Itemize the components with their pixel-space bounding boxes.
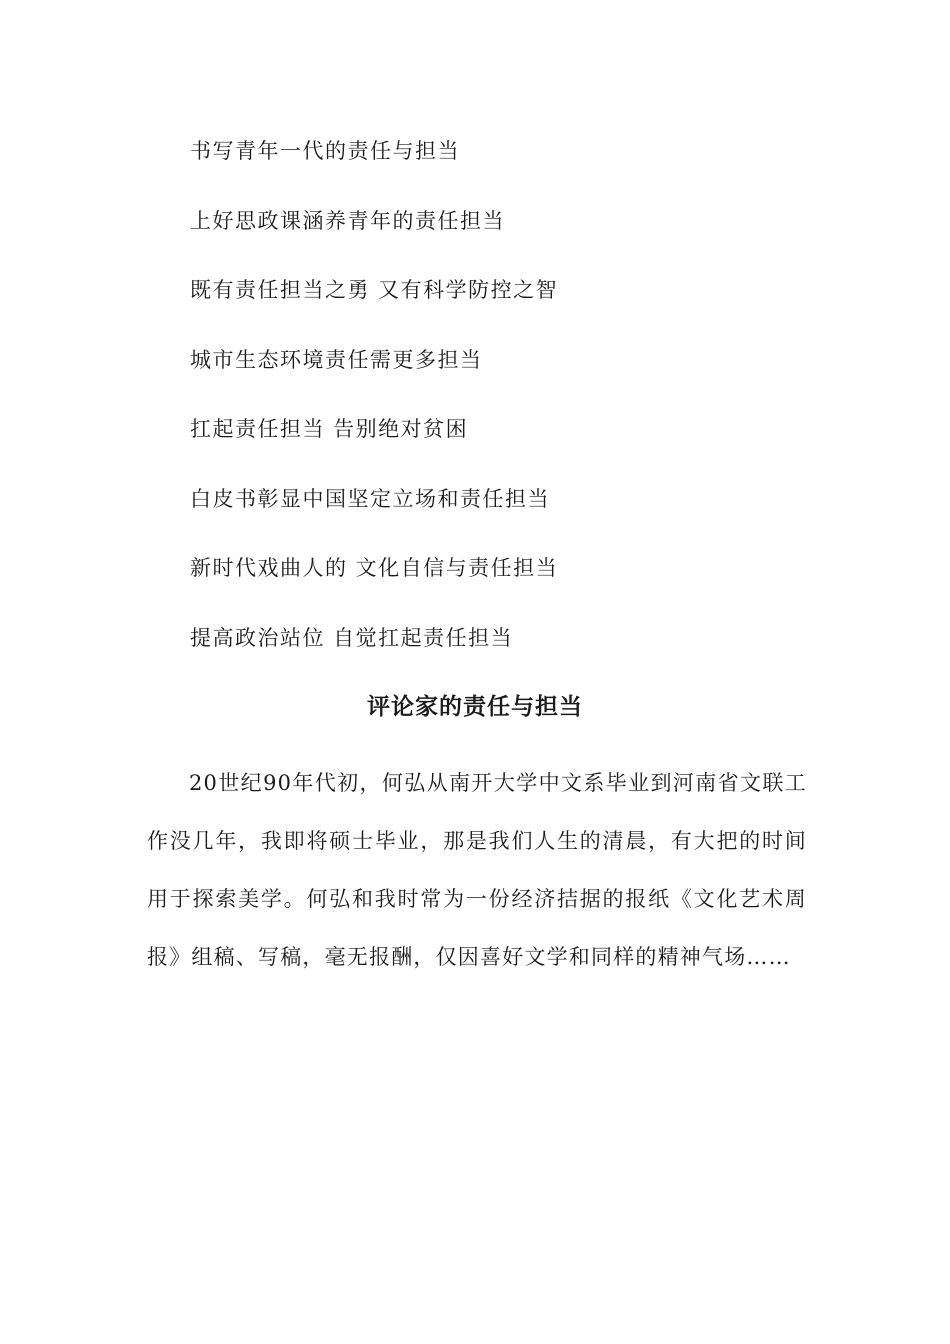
article-paragraph: 20世纪90年代初，何弘从南开大学中文系毕业到河南省文联工作没几年，我即将硕士毕业，那是我们人生的清晨，有大把的时间用于探索美学。何弘和我时常为一份经济拮据的报纸《文化艺术周报》组稿、写稿，毫无报酬，仅因喜好文学和同样的精神气场……: [147, 771, 807, 969]
article-title: 评论家的责任与担当: [367, 693, 583, 720]
headline-item: 城市生态环境责任需更多担当: [190, 347, 483, 372]
headline-item: 白皮书彰显中国坚定立场和责任担当: [190, 486, 550, 511]
headline-list: [190, 133, 558, 689]
headline-item: 提高政治站位 自觉扛起责任担当: [190, 625, 514, 650]
headline-item: 既有责任担当之勇 又有科学防控之智: [190, 278, 559, 302]
headline-item: 书写青年一代的责任与担当: [190, 139, 460, 163]
headline-item: 新时代戏曲人的 文化自信与责任担当: [190, 556, 559, 580]
headline-item: 扛起责任担当 告别绝对贫困: [190, 417, 469, 441]
headline-item: 上好思政课涵养青年的责任担当: [190, 208, 505, 233]
